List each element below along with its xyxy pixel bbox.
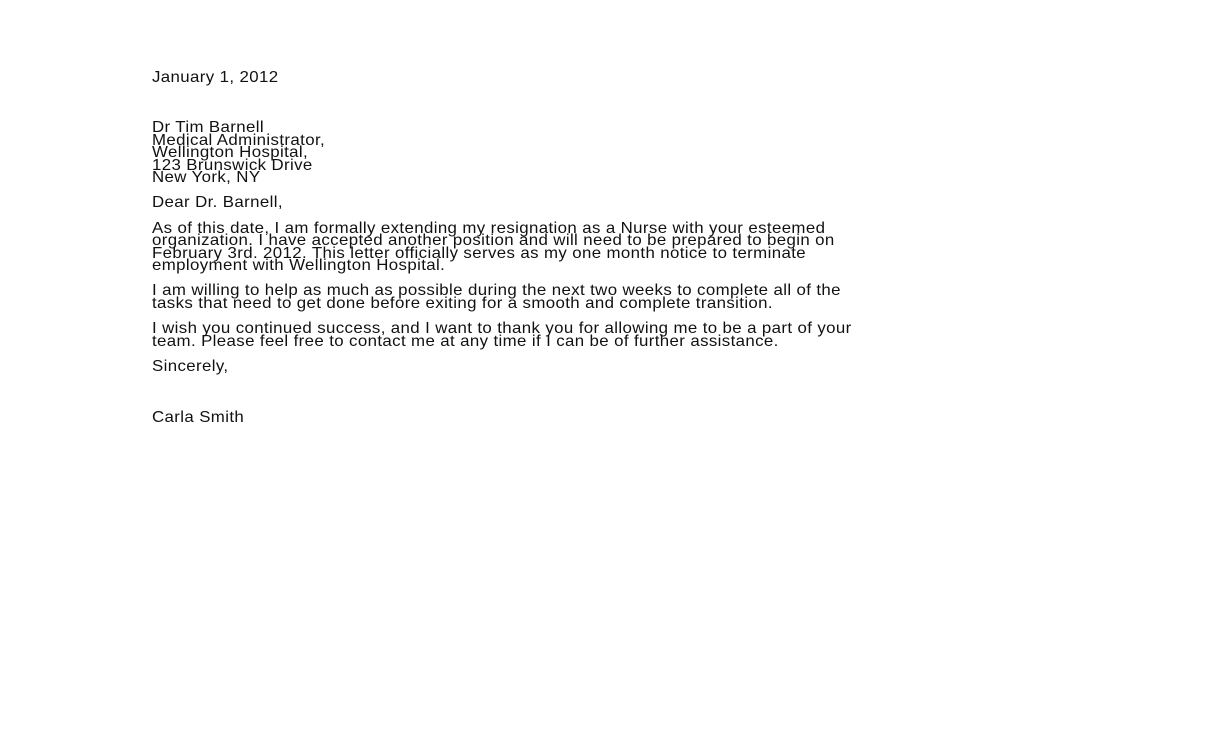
recipient-name: Dr Tim Barnell (152, 119, 264, 137)
paragraph-line: organization. I have accepted another position and will need to be prepared to begin on (152, 232, 835, 250)
paragraph-line: As of this date, I am formally extending my resignation as a Nurse with your esteemed (152, 219, 826, 237)
paragraph-line: February 3rd. 2012. This letter officially serves as my one month notice to terminate (152, 244, 806, 262)
paragraph-line: tasks that need to get done before exiting for a smooth and complete transition. (152, 294, 773, 312)
letter-signature: Carla Smith (152, 408, 245, 426)
recipient-city: New York, NY (152, 169, 261, 187)
letter-date: January 1, 2012 (152, 69, 279, 86)
paragraph-line: employment with Wellington Hospital. (152, 257, 446, 275)
paragraph-line: team. Please feel free to contact me at any time if I can be of further assistance. (152, 332, 779, 350)
paragraph-line: I am willing to help as much as possible during the next two weeks to complete all of the (152, 282, 841, 300)
recipient-address (152, 119, 1167, 187)
recipient-title: Medical Administrator, (152, 131, 326, 149)
letter-closing: Sincerely, (152, 358, 229, 376)
body-paragraph-3 (152, 320, 1167, 350)
body-paragraph-1 (152, 219, 1167, 275)
body-paragraph-2 (152, 282, 1167, 312)
letter-salutation: Dear Dr. Barnell, (152, 194, 283, 212)
recipient-organization: Wellington Hospital, (152, 144, 309, 162)
resignation-letter (152, 69, 1167, 426)
recipient-street: 123 Brunswick Drive (152, 156, 313, 174)
paragraph-line: I wish you continued success, and I want to thank you for allowing me to be a part of your (152, 320, 852, 338)
